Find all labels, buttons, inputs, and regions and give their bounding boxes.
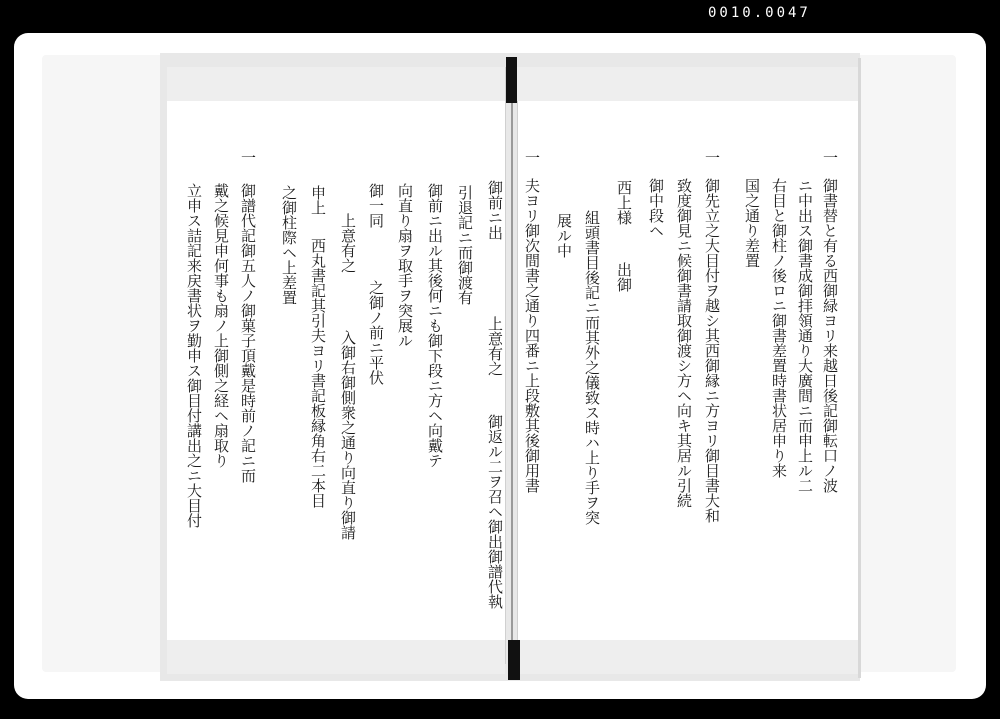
- page-edge: [858, 58, 861, 678]
- manuscript-column: 一: [239, 150, 257, 165]
- manuscript-column: 向直り扇ヲ取手ヲ突展ル: [396, 183, 414, 348]
- manuscript-column: 御譜代記御五人ノ御菓子頂戴是時前ノ記ニ而: [239, 183, 257, 483]
- manuscript-column: 申上: [309, 185, 327, 215]
- manuscript-column: 組頭書目後記ニ而其外之儀致ス時ハ上り手ヲ突: [583, 210, 601, 525]
- manuscript-column: 西丸書記其引夫ヨリ書記板縁角右二本目: [309, 238, 327, 508]
- manuscript-column: 御先立之大目付ヲ越シ其西御縁ニ方ヨリ御目書大和: [703, 178, 721, 523]
- page-gutter: [511, 103, 513, 640]
- manuscript-column: 一: [821, 150, 839, 165]
- top-margin-band-right: [517, 67, 859, 101]
- bottom-margin-band-right: [517, 640, 859, 674]
- binding-spine-top: [506, 57, 517, 103]
- frame-counter: 0010.0047: [708, 5, 811, 21]
- manuscript-column: 上意有之: [486, 316, 504, 376]
- manuscript-column: 御書替と有る西御緑ヨリ来越日後記御転口ノ波: [821, 178, 839, 493]
- manuscript-column: 御前ニ出: [486, 180, 504, 240]
- binding-spine-bottom: [508, 640, 520, 680]
- manuscript-column: 御前ニ出ル其後何ニも御下段ニ方ヘ向戴テ: [426, 183, 444, 468]
- manuscript-column: 御返ル二ヲ召ヘ御出御譜代執: [486, 414, 504, 609]
- manuscript-column: 国之通り差置: [743, 178, 761, 268]
- manuscript-column: 夫ヨリ御次間書之通り四番ニ上段敷其後御用書: [523, 178, 541, 493]
- manuscript-column: 出御: [615, 262, 633, 292]
- manuscript-column: 之御柱際ヘ上差置: [280, 185, 298, 305]
- manuscript-column: 御一同: [367, 183, 385, 228]
- manuscript-column: ニ中出ス御書成御拝領通り大廣間ニ而申上ル二: [796, 178, 814, 493]
- bottom-margin-band-left: [167, 640, 505, 674]
- manuscript-column: 立申ス詰記来戻書状ヲ勤申ス御目付講出之ニ大目付: [185, 183, 203, 528]
- manuscript-column: 右目と御柱ノ後ロニ御書差置時書状居申り来: [770, 178, 788, 478]
- manuscript-column: 入御右御側衆之通り向直り御請: [339, 330, 357, 540]
- top-margin-band-left: [167, 67, 505, 101]
- manuscript-column: 一: [523, 150, 541, 165]
- manuscript-column: 致度御見ニ候御書請取御渡シ方ヘ向キ其居ル引続: [675, 178, 693, 508]
- manuscript-column: 之御ノ前ニ平伏: [367, 280, 385, 385]
- manuscript-column: 引退記ニ而御渡有: [456, 185, 474, 305]
- manuscript-column: 展ル中: [555, 213, 573, 258]
- manuscript-column: 御中段ヘ: [647, 178, 665, 238]
- manuscript-column: 上意有之: [339, 213, 357, 273]
- manuscript-column: 一: [703, 150, 721, 165]
- manuscript-column: 戴之候見申何事も扇ノ上御側之経ヘ扇取り: [212, 183, 230, 468]
- manuscript-column: 西上様: [615, 180, 633, 225]
